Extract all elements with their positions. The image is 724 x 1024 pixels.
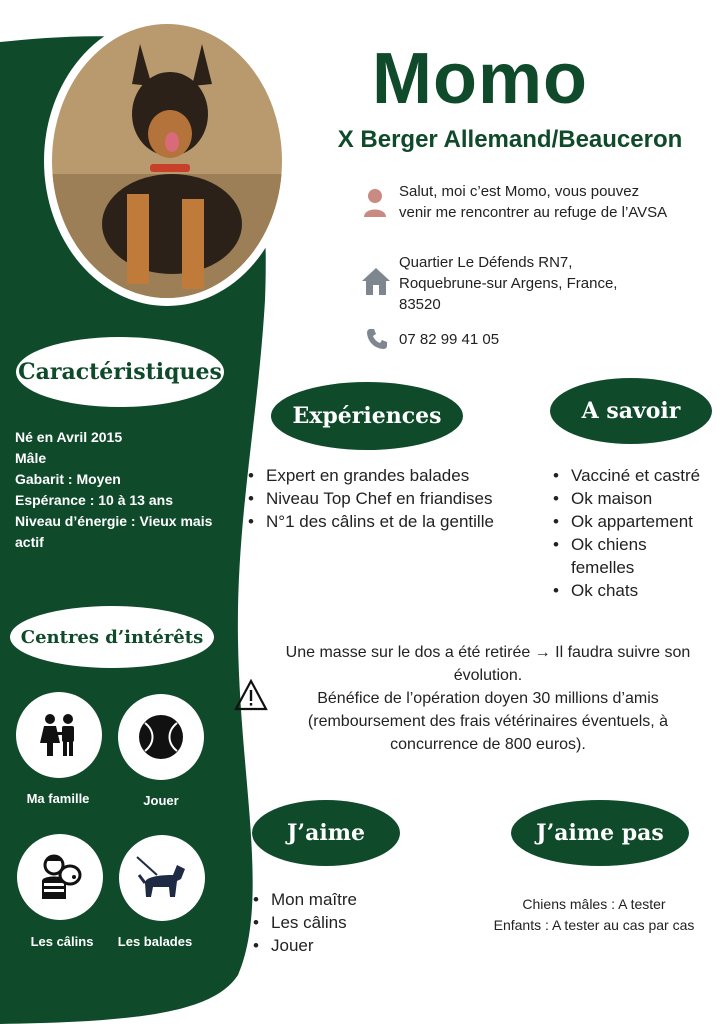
char-size: Gabarit : Moyen — [15, 471, 121, 487]
list-item: • Les câlins — [253, 911, 433, 934]
characteristics-heading: Caractéristiques — [16, 337, 224, 407]
list-item: • Vacciné et castré — [553, 464, 713, 487]
list-item: • Ok appartement — [553, 510, 713, 533]
ball-icon — [118, 694, 204, 780]
char-birth: Né en Avril 2015 — [15, 429, 123, 445]
char-energy: Niveau d’énergie : Vieux mais actif — [15, 513, 213, 550]
notice-line-1: Une masse sur le dos a été retirée → Il faudra suivre son évolution. — [285, 644, 691, 684]
hug-icon — [17, 834, 103, 920]
char-life-expectancy: Espérance : 10 à 13 ans — [15, 492, 173, 508]
home-icon — [361, 266, 391, 296]
interests-heading: Centres d’intérêts — [10, 606, 214, 668]
notice-line-2: Bénéfice de l’opération doyen 30 millions d’amis (remboursement des frais vétérinaires éventuels, à concurrence de 800 euros). — [307, 690, 669, 753]
list-item: • Ok chiens femelles — [553, 533, 713, 579]
dog-photo — [52, 24, 282, 298]
dislike-line-1: Chiens mâles : A tester — [522, 896, 666, 912]
list-item: • Mon maître — [253, 888, 433, 911]
family-icon — [16, 692, 102, 778]
experiences-list — [248, 464, 528, 533]
char-sex: Mâle — [15, 450, 47, 466]
a-savoir-list — [553, 464, 713, 602]
interest-label-hugs: Les câlins — [30, 934, 94, 949]
phone-number: 07 82 99 41 05 — [399, 331, 500, 348]
address-text: Quartier Le Défends RN7, Roquebrune-sur Argens, France, 83520 — [399, 254, 618, 313]
intro-text: Salut, moi c’est Momo, vous pouvez venir me rencontrer au refuge de l’AVSA — [399, 183, 668, 221]
dog-walk-icon — [119, 835, 205, 921]
list-item: • Niveau Top Chef en friandises — [248, 487, 528, 510]
dislikes-text — [470, 894, 718, 936]
interest-label-play: Jouer — [143, 793, 179, 808]
list-item: • Jouer — [253, 934, 433, 957]
a-savoir-heading: A savoir — [550, 378, 712, 444]
list-item: • Ok chats — [553, 579, 713, 602]
phone-icon — [366, 328, 388, 350]
list-item: • N°1 des câlins et de la gentille — [248, 510, 528, 533]
experiences-heading: Expériences — [271, 382, 463, 450]
person-icon — [362, 188, 390, 218]
health-notice — [262, 641, 714, 756]
dislikes-heading: J’aime pas — [511, 800, 689, 866]
interest-label-walks: Les balades — [117, 934, 193, 949]
interest-label-family: Ma famille — [26, 791, 90, 806]
list-item: • Expert en grandes balades — [248, 464, 528, 487]
characteristics-list — [15, 427, 243, 553]
dog-breed: X Berger Allemand/Beauceron — [337, 126, 683, 153]
dislike-line-2: Enfants : A tester au cas par cas — [493, 917, 695, 933]
dog-name: Momo — [372, 39, 588, 119]
list-item: • Ok maison — [553, 487, 713, 510]
likes-list — [253, 888, 433, 957]
likes-heading: J’aime — [252, 800, 400, 866]
